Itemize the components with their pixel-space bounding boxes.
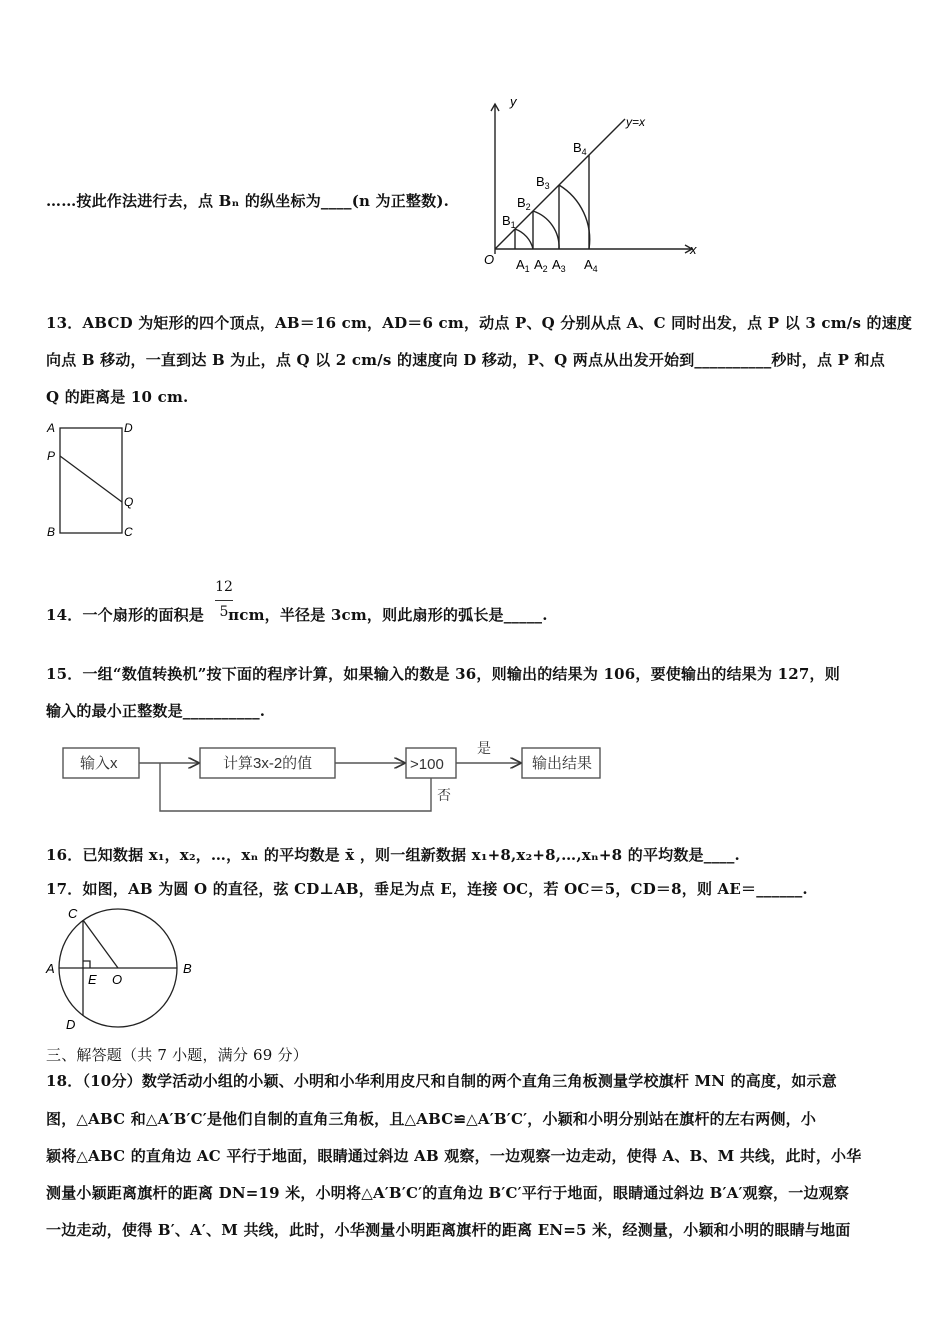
- q18-line4: 测量小颖距离旗杆的距离 DN=19 米，小明将△A′B′C′的直角边 B′C′平行于地面，眼睛通过斜边 B′A′观察，一边观察: [46, 1184, 850, 1202]
- flow-condition: >100: [410, 756, 444, 773]
- flow-output: 输出结果: [532, 755, 593, 772]
- rect-label-Q: Q: [124, 495, 134, 509]
- origin-label: O: [484, 252, 495, 267]
- rect-label-P: P: [47, 449, 56, 463]
- q14-fraction-bar: [215, 600, 233, 601]
- label-A1: $A_1$: [516, 257, 530, 274]
- q14-denominator: 5: [219, 604, 229, 620]
- q14-numerator: 12: [215, 579, 233, 595]
- q14-line: [46, 604, 548, 625]
- q15-line2: 输入的最小正整数是__________.: [46, 702, 266, 720]
- flow-input: 输入x: [80, 755, 118, 772]
- label-A3: $A_3$: [552, 257, 566, 274]
- circle-label-B: B: [183, 961, 192, 976]
- circle-label-D: D: [66, 1017, 76, 1032]
- circle-label-E: E: [88, 972, 97, 987]
- flow-compute: 计算3x-2的值: [223, 755, 313, 772]
- label-B3: $B_3$: [536, 174, 550, 191]
- circle-label-A: A: [46, 961, 55, 976]
- q16-text: 16．已知数据 x₁，x₂，…，xₙ 的平均数是 x̄ ，则一组新数据 x₁+8,x₂+8,…,xₙ+8 的平均数是____.: [46, 846, 740, 864]
- circle-label-O: O: [112, 972, 123, 987]
- q15-line1: 15．一组“数值转换机”按下面的程序计算，如果输入的数是 36，则输出的结果为 106，要使输出的结果为 127，则: [46, 665, 840, 683]
- q12-figure: [470, 92, 710, 277]
- q18-line5: 一边走动，使得 B′、A′、M 共线，此时，小华测量小明距离旗杆的距离 EN=5 米，经测量，小颖和小明的眼睛与地面: [46, 1221, 851, 1239]
- q18-line3: 颖将△ABC 的直角边 AC 平行于地面，眼睛通过斜边 AB 观察，一边观察一边走动，使得 A、B、M 共线，此时，小华: [46, 1147, 862, 1165]
- q14-after: πcm，半径是 3cm，则此扇形的弧长是_____.: [228, 606, 548, 624]
- flow-no-label: 否: [437, 787, 451, 803]
- label-B2: $B_2$: [517, 195, 531, 212]
- line-label: y=x: [626, 115, 646, 129]
- rect-label-A: A: [47, 421, 56, 435]
- q17-figure: [42, 905, 202, 1033]
- label-A2: $A_2$: [534, 257, 548, 274]
- q15-flowchart: [55, 733, 615, 818]
- rect-label-B: B: [47, 525, 56, 539]
- q13-line1: 13．ABCD 为矩形的四个顶点，AB＝16 cm，AD＝6 cm，动点 P、Q 分别从点 A、C 同时出发，点 P 以 3 cm/s 的速度: [46, 314, 913, 332]
- rect-label-D: D: [124, 421, 133, 435]
- section-heading: 三、解答题（共 7 小题，满分 69 分）: [46, 1046, 308, 1064]
- label-A4: $A_4$: [584, 257, 598, 274]
- q18-line2: 图，△ABC 和△A′B′C′是他们自制的直角三角板，且△ABC≌△A′B′C′，小颖和小明分别站在旗杆的左右两侧，小: [46, 1110, 817, 1128]
- q17-text: 17．如图，AB 为圆 O 的直径，弦 CD⊥AB，垂足为点 E，连接 OC，若 OC＝5，CD＝8，则 AE＝______.: [46, 880, 808, 898]
- q12-text: ……按此作法进行去，点 Bₙ 的纵坐标为____(n 为正整数).: [46, 192, 450, 210]
- label-B4: $B_4$: [573, 140, 587, 157]
- circle-label-C: C: [68, 906, 78, 921]
- y-axis-label: y: [510, 94, 517, 109]
- q13-line3: Q 的距离是 10 cm.: [46, 388, 189, 406]
- x-axis-label: x: [690, 242, 697, 257]
- q13-line2: 向点 B 移动，一直到达 B 为止，点 Q 以 2 cm/s 的速度向 D 移动，P、Q 两点从出发开始到__________秒时，点 P 和点: [46, 351, 885, 369]
- q14-before: 14．一个扇形的面积是: [46, 606, 205, 624]
- rect-label-C: C: [124, 525, 133, 539]
- q18-line1: 18．（10分）数学活动小组的小颖、小明和小华利用皮尺和自制的两个直角三角板测量学校旗杆 MN 的高度，如示意: [46, 1072, 838, 1090]
- flow-yes-label: 是: [477, 740, 491, 756]
- label-B1: $B_1$: [502, 213, 516, 230]
- q13-figure: [42, 418, 142, 543]
